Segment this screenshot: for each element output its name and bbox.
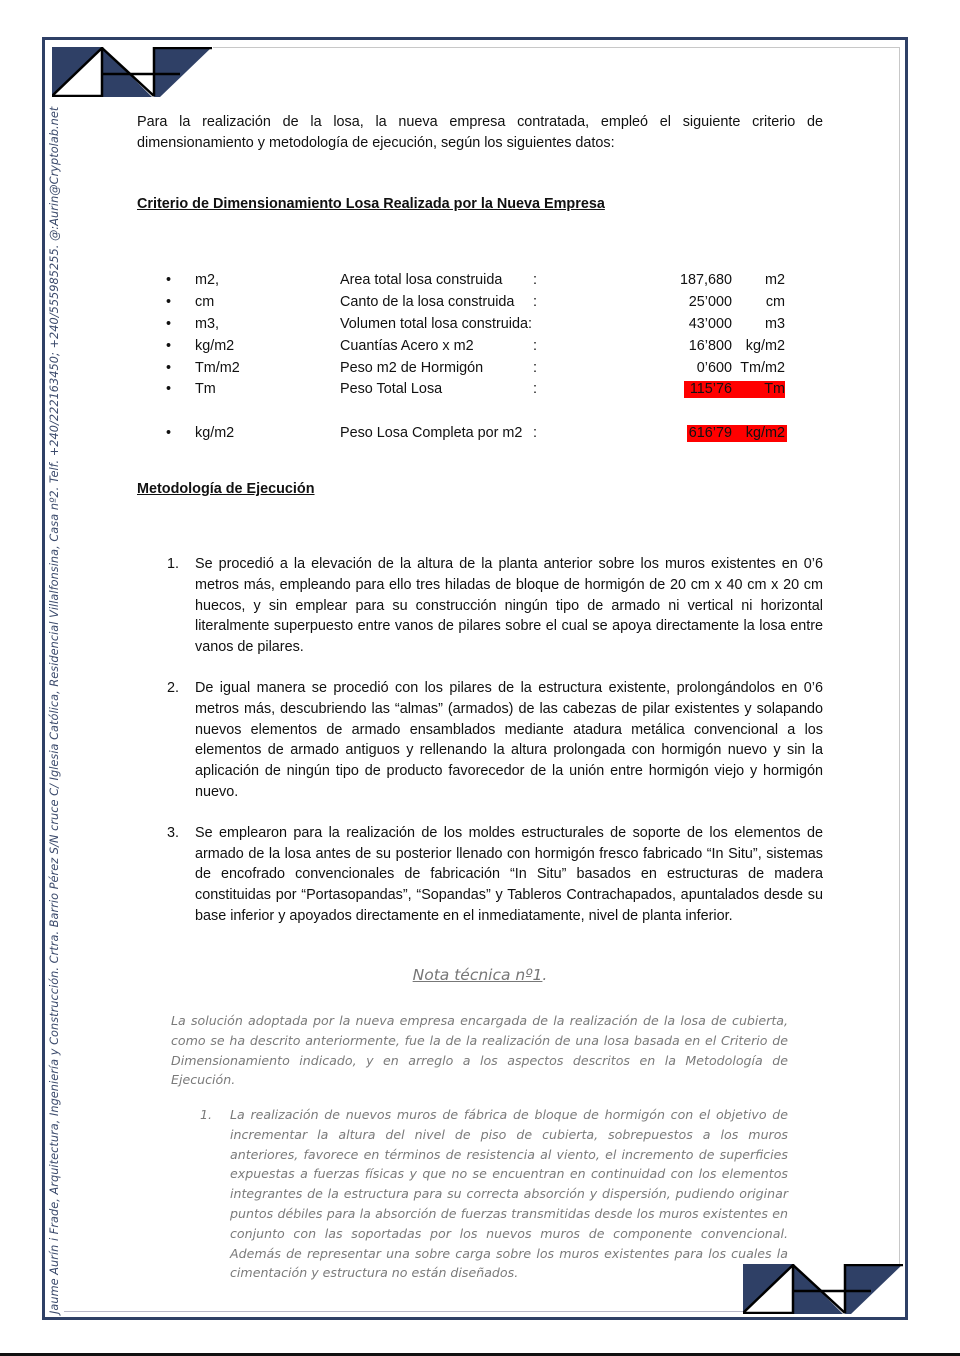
criteria-row xyxy=(160,294,800,314)
row-unit: m2, xyxy=(195,272,219,288)
row-value: 0’600 xyxy=(696,360,732,376)
row-unit: Tm/m2 xyxy=(195,360,240,376)
bullet-icon: • xyxy=(166,294,172,310)
logo-shape-f xyxy=(154,47,212,97)
row-colon: : xyxy=(533,338,537,354)
row-value-unit: kg/m2 xyxy=(745,338,785,354)
item-number: 1. xyxy=(200,1107,213,1122)
sidebar-contact-text: Jaume Aurín i Frade, Arquitectura, Ingeniería y Construcción. Crtra. Barrio Pérez S/N cruce C/ Iglesia Católica, Residencial Villalfonsina, Casa nº2. Telf. +240/222163450; +240/555985255. @:Aurin@Cryptolab.net xyxy=(48,106,61,1314)
inner-border-right xyxy=(899,47,900,1264)
row-value-unit: m3 xyxy=(765,316,785,332)
row-unit: cm xyxy=(195,294,215,310)
item-number: 1. xyxy=(167,556,180,572)
row-unit: m3, xyxy=(195,316,219,332)
criteria-row xyxy=(160,425,800,445)
item-text: Se procedió a la elevación de la altura de la planta anterior sobre los muros existentes en 0’6 metros más, empleando para ello tres hiladas de bloque de hormigón de 20 cm x 40 cm x 20 cm huecos, y sin emplear para su construcción ningún tipo de armado ni vertical ni horizontal literalmente superpuesto entre vanos de pilares sobre el cual se apoya directamente la losa entre vanos de pilares. xyxy=(195,556,823,656)
intro-paragraph: Para la realización de la losa, la nueva empresa contratada, empleó el siguiente criterio de dimensionamiento y metodología de ejecución, según los siguientes datos: xyxy=(137,114,823,151)
note-paragraph: La solución adoptada por la nueva empresa encargada de la realización de la losa de cubierta, como se ha descrito anteriormente, fue la de la realización de una losa basada en el Criterio de Dimensionamiento indicado, y en arreglo a los aspectos descritos en la Metodología de Ejecución. xyxy=(171,1013,788,1088)
row-value-unit: Tm xyxy=(764,381,785,397)
bullet-icon: • xyxy=(166,360,172,376)
criteria-row xyxy=(160,381,800,401)
note-title-text: Nota técnica nº1 xyxy=(412,966,543,984)
row-label: Cuantías Acero x m2 xyxy=(340,338,474,354)
row-unit: Tm xyxy=(195,381,216,397)
methodology-title: Metodología de Ejecución xyxy=(137,481,315,497)
row-label: Peso Losa Completa por m2 xyxy=(340,425,523,441)
row-label: Volumen total losa construida: xyxy=(340,316,532,332)
row-value: 25’000 xyxy=(688,294,732,310)
item-text: De igual manera se procedió con los pilares de la estructura existente, prolongándolos en 0’6 metros más, descubriendo las “almas” (armados) de las cabezas de pilar existentes y solapando nuevos elementos de armado ensamblados mediante atadura metálica convencional a los elementos de armado antiguos y rellenando la altura prolongada con hormigón nuevo y sin la aplicación de ningún tipo de producto favorecedor de la unión entre hormigón viejo y hormigón nuevo. xyxy=(195,679,823,800)
row-label: Peso m2 de Hormigón xyxy=(340,360,484,376)
criteria-title: Criterio de Dimensionamiento Losa Realizada por la Nueva Empresa xyxy=(137,196,605,212)
row-unit: kg/m2 xyxy=(195,338,235,354)
methodology-item xyxy=(137,823,823,927)
inner-border-top xyxy=(213,47,899,48)
item-number: 3. xyxy=(167,824,180,841)
row-value: 115’76 xyxy=(689,381,732,397)
row-colon: : xyxy=(533,425,537,441)
item-number: 2. xyxy=(167,679,180,696)
methodology-item xyxy=(137,554,823,658)
methodology-list xyxy=(137,554,823,927)
criteria-row xyxy=(160,316,800,336)
bullet-icon: • xyxy=(166,381,172,397)
item-text: La realización de nuevos muros de fábrica de bloque de hormigón con el objetivo de incrementar la altura del nivel de piso de cubierta, sobrepuestos a los muros anteriores, favorece en términos de resistencia al viento, el incremento de superficies expuestas a fuerzas físicas y que no se encuentran en continuidad con los elementos integrantes de la estructura para su correcta absorción y dispersión, pudiendo originar puntos débiles para la absorción de fuerzas transmitidas desde los muros existentes en conjunto con las soportadas por los nuevos muros de componente convencional. Además de representar una sobre carga sobre los muros existentes para los cuales la cimentación y estructura no están diseñados. xyxy=(230,1107,788,1281)
row-value-unit: m2 xyxy=(765,272,785,288)
note-item xyxy=(200,1105,788,1283)
intro-block xyxy=(137,112,823,154)
row-value-unit: kg/m2 xyxy=(745,425,785,441)
bullet-icon: • xyxy=(166,316,172,332)
bullet-icon: • xyxy=(166,338,172,354)
row-value: 616’79 xyxy=(688,425,732,441)
row-value: 16’800 xyxy=(688,338,732,354)
inner-border-bottom xyxy=(64,1311,744,1312)
row-colon: : xyxy=(533,381,537,397)
criteria-row xyxy=(160,360,800,380)
row-label: Area total losa construida xyxy=(340,272,503,288)
note-title-suffix: . xyxy=(542,966,548,984)
row-colon: : xyxy=(533,272,537,288)
criteria-row xyxy=(160,338,800,358)
row-value-unit: Tm/m2 xyxy=(740,360,785,376)
row-colon: : xyxy=(533,360,537,376)
bullet-icon: • xyxy=(166,425,172,441)
row-value-unit: cm xyxy=(765,294,785,310)
note-list xyxy=(200,1105,788,1283)
row-label: Peso Total Losa xyxy=(340,381,443,397)
row-unit: kg/m2 xyxy=(195,425,235,441)
row-value: 43’000 xyxy=(688,316,732,332)
row-value: 187,680 xyxy=(679,272,732,288)
bullet-icon: • xyxy=(166,272,172,288)
criteria-row xyxy=(160,272,800,292)
note-title xyxy=(0,966,960,984)
row-label: Canto de la losa construida xyxy=(340,294,515,310)
item-text: Se emplearon para la realización de los moldes estructurales de soporte de los elementos de armado de la losa antes de su posterior llenado con hormigón fresco fabricado “In Situ”, sistemas de encofrado convencionales de fabricación “In Situ” basados en estructuras de madera constituidas por “Portasopandas”, “Sopandas” y Tableros Contrachapados, apuntalados desde su base inferior y apoyados directamente en el inmediatamente, nivel de planta inferior. xyxy=(195,824,823,924)
logo-shape-f xyxy=(845,1264,903,1314)
methodology-item xyxy=(137,678,823,803)
row-colon: : xyxy=(533,294,537,310)
af-logo-top xyxy=(52,47,212,97)
